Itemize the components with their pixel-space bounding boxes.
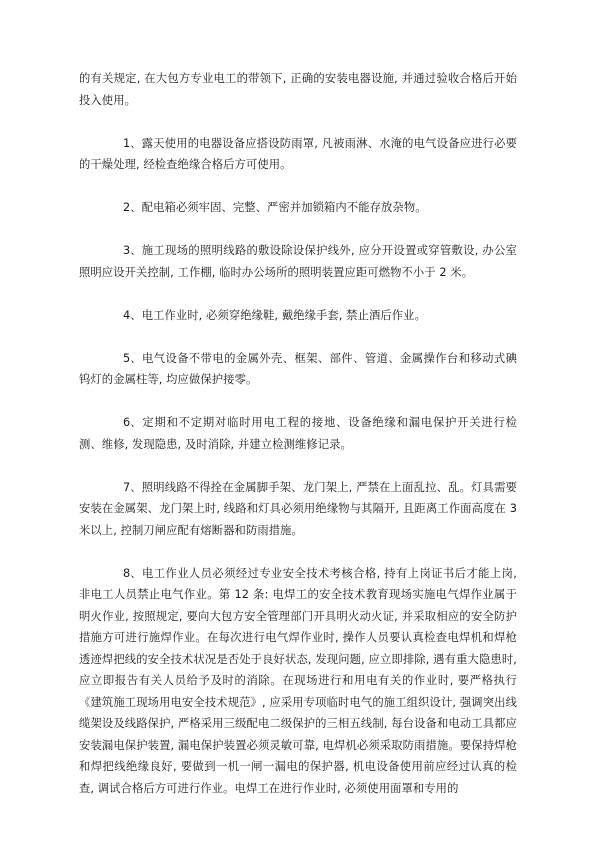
item-number: 6、	[123, 416, 142, 429]
item-number: 3、	[123, 244, 142, 257]
paragraph-text: 的有关规定, 在大包方专业电工的带领下, 正确的安装电器设施, 并通过验收合格后开始投入使用。	[79, 72, 517, 107]
list-item-5	[79, 348, 517, 391]
list-item-7	[79, 477, 517, 542]
paragraph-text: 电气设备不带电的金属外壳、框架、部件、管道、金属操作台和移动式碘钨灯的金属柱等, 均应做保护接零。	[79, 351, 517, 386]
item-number: 5、	[123, 351, 142, 365]
item-number: 1、	[123, 136, 142, 150]
list-item-6	[79, 412, 517, 455]
list-item-1	[79, 133, 517, 176]
list-item-8	[79, 563, 517, 800]
paragraph-intro	[79, 68, 517, 111]
item-number: 2、	[123, 201, 142, 214]
paragraph-text: 施工现场的照明线路的敷设除设保护线外, 应分开设置或穿管敷设, 办公室照明应设开关控制, 工作棚, 临时办公场所的照明装置应距可燃物不小于 2 米。	[79, 244, 517, 279]
paragraph-text: 电工作业时, 必须穿绝缘鞋, 戴绝缘手套, 禁止酒后作业。	[141, 308, 426, 322]
list-item-3	[79, 240, 517, 283]
item-number: 7、	[123, 480, 142, 494]
list-item-4	[79, 305, 517, 327]
paragraph-text: 照明线路不得拴在金属脚手架、龙门架上, 严禁在上面乱拉、乱。灯具需要安装在金属架、龙门架上时, 线路和灯具必须用绝缘物与其隔开, 且距离工作面高度在 3 米以上, 控制刀闸应配有熔断器和防雨措施。	[79, 480, 517, 537]
document-page	[79, 68, 517, 821]
paragraph-text: 配电箱必须牢固、完整、严密并加锁箱内不能存放杂物。	[141, 201, 427, 214]
paragraph-text: 露天使用的电器设备应搭设防雨罩, 凡被雨淋、水淹的电气设备应进行必要的干燥处理, 经检查绝缘合格后方可使用。	[79, 136, 517, 171]
item-number: 8、	[123, 566, 142, 580]
paragraph-text: 电工作业人员必须经过专业安全技术考核合格, 持有上岗证书后才能上岗, 非电工人员禁止电气作业。第 12 条: 电焊工的安全技术教育现场实施电气焊作业属于明火作业, 按照规定, 要向大包方安全管理部门开具明火动火证, 并采取相应的安全防护措施方可进行施焊作业。在每次进行电气焊作业时, 操作人员要认真检查电焊机和焊枪透迹焊把线的安全技术状况是否处于良好状态, 发现问题, 应立即排除, 遇有重大隐患时, 应立即报告有关人员给予及时的消除。在现场进行和用电有关的作业时, 要严格执行《建筑施工现场用电安全技术规范》, 应采用专项临时电气的施工组织设计, 强调突出线缆架设及线路保护, 严格采用三级配电二级保护的三相五线制, 每台设备和电动工具都应安装漏电保护装置, 漏电保护装置必须灵敏可靠, 电焊机必须采取防雨措施。要保持焊枪和焊把线绝缘良好, 要做到一机一闸一漏电的保护器, 机电设备使用前应经过认真的检查, 调试合格后方可进行作业。电焊工在进行作业时, 必须使用面罩和专用的	[79, 566, 517, 795]
list-item-2	[79, 197, 517, 219]
item-number: 4、	[123, 308, 142, 322]
paragraph-text: 定期和不定期对临时用电工程的接地、设备绝缘和漏电保护开关进行检测、维修, 发现隐患, 及时消除, 并建立检测维修记录。	[79, 416, 517, 451]
